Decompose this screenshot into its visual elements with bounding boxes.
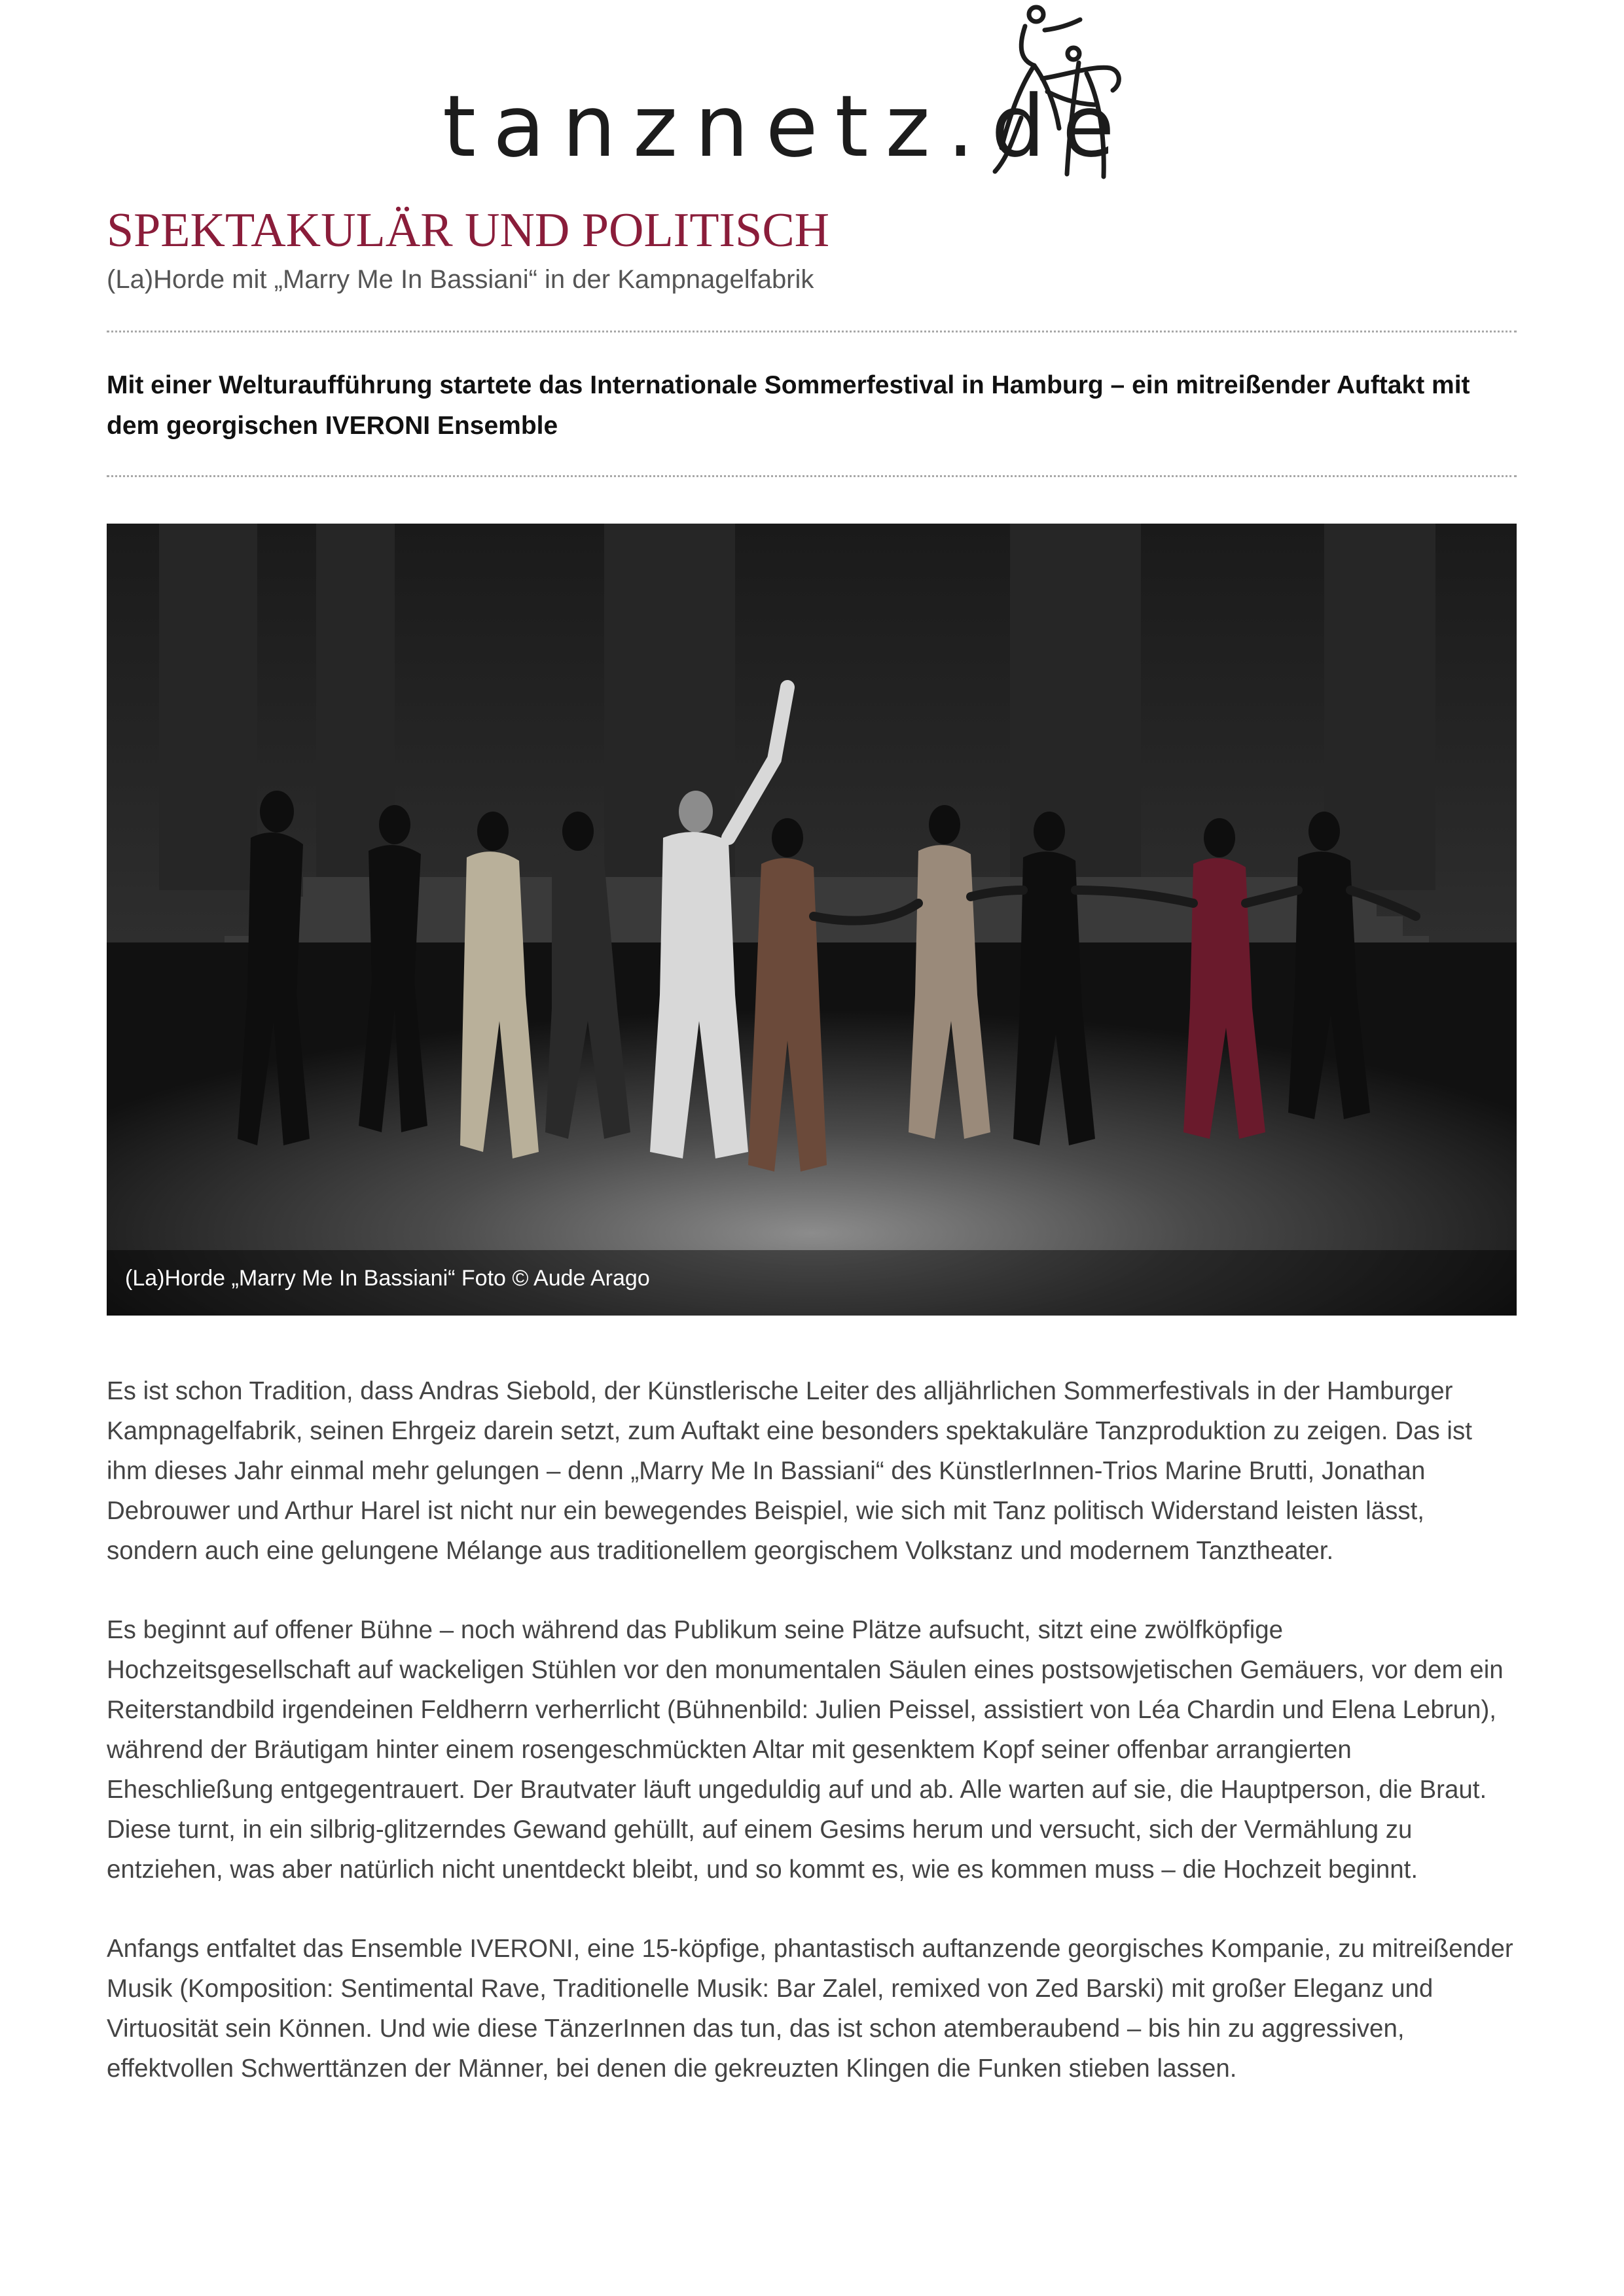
dancers-logo-icon[interactable]: [982, 0, 1139, 183]
article-paragraph: Es beginnt auf offener Bühne – noch während das Publikum seine Plätze aufsucht, sitzt eine zwölfköpfige Hochzeitsgesellschaft auf wackeligen Stühlen vor den monumentalen Säulen eines postsowjetischen Gemäuers, vor dem ein Reiterstandbild irgendeinen Feldherrn verherrlicht (Bühnenbild: Julien Peissel, assistiert von Léa Chardin und Elena Lebrun), während der Bräutigam hinter einem rosengeschmückten Altar mit gesenktem Kopf seiner offenbar arrangierten Eheschließung entgegentrauert. Der Brautvater läuft ungeduldig auf und ab. Alle warten auf sie, die Hauptperson, die Braut. Diese turnt, in ein silbrig-glitzerndes Gewand gehüllt, auf einem Gesims herum und versucht, sich der Vermählung zu entziehen, was aber natürlich nicht unentdeckt bleibt, und so kommt es, wie es kommen muss – die Hochzeit beginnt.: [107, 1616, 1504, 1884]
article-body: [107, 1371, 1517, 2128]
article-headline: SPEKTAKULÄR UND POLITISCH: [107, 204, 830, 257]
site-name[interactable]: tanznetz.de: [442, 77, 1132, 176]
photo-caption: (La)Horde „Marry Me In Bassiani“ Foto © Aude Arago: [125, 1266, 650, 1291]
photo-caption-bar: [107, 1250, 1517, 1316]
stage-scene: [107, 524, 1517, 1316]
article-lead: Mit einer Welturaufführung startete das Internationale Sommerfestival in Hamburg – ein mitreißender Auftakt mit dem georgischen IVERONI Ensemble: [107, 371, 1470, 440]
article-paragraph: Es ist schon Tradition, dass Andras Siebold, der Künstlerische Leiter des alljährlichen Sommerfestivals in der Hamburger Kampnagelfabrik, seinen Ehrgeiz darein setzt, zum Auftakt eine besonders spektakuläre Tanzproduktion zu zeigen. Das ist ihm dieses Jahr einmal mehr gelungen – denn „Marry Me In Bassiani“ des KünstlerInnen-Trios Marine Brutti, Jonathan Debrouwer und Arthur Harel ist nicht nur ein bewegendes Beispiel, wie sich mit Tanz politisch Widerstand leisten lässt, sondern auch eine gelungene Mélange aus traditionellem georgischem Volkstanz und modernem Tanztheater.: [107, 1377, 1472, 1565]
article-photo: [107, 524, 1517, 1316]
divider-top: [107, 331, 1517, 332]
article-subheadline: (La)Horde mit „Marry Me In Bassiani“ in der Kampnagelfabrik: [107, 265, 814, 294]
masthead: [0, 0, 1624, 196]
divider-bottom: [107, 475, 1517, 477]
article-paragraph: Anfangs entfaltet das Ensemble IVERONI, eine 15-köpfige, phantastisch auftanzende georgisches Kompanie, zu mitreißender Musik (Komposition: Sentimental Rave, Traditionelle Musik: Bar Zalel, remixed von Zed Barski) mit großer Eleganz und Virtuosität sein Können. Und wie diese TänzerInnen das tun, das ist schon atemberaubend – bis hin zu aggressiven, effektvollen Schwerttänzen der Männer, bei denen die gekreuzten Klingen die Funken stieben lassen.: [107, 1935, 1513, 2083]
